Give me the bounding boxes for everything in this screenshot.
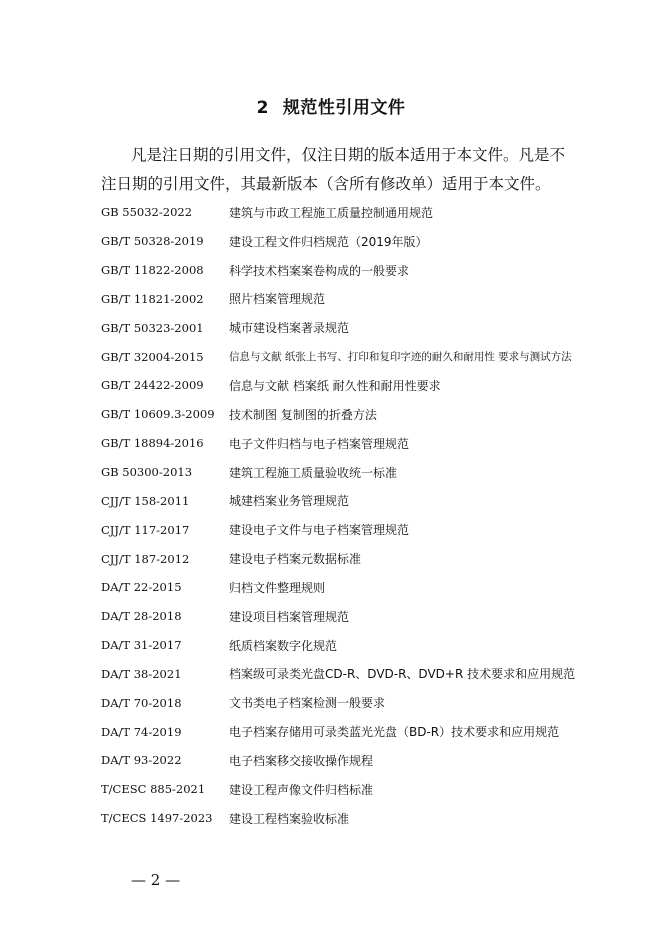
reference-item bbox=[101, 775, 641, 804]
reference-title: 照片档案管理规范 bbox=[229, 292, 326, 307]
reference-code: DA/T 28-2018 bbox=[101, 609, 182, 624]
intro-paragraph-line-2: 注日期的引用文件，其最新版本（含所有修改单）适用于本文件。 bbox=[101, 175, 551, 193]
reference-code: GB/T 11821-2002 bbox=[101, 291, 204, 306]
reference-item bbox=[101, 746, 641, 775]
reference-title: 信息与文献 档案纸 耐久性和耐用性要求 bbox=[229, 378, 441, 393]
reference-title: 建设电子档案元数据标准 bbox=[229, 552, 362, 567]
reference-title: 建设项目档案管理规范 bbox=[229, 609, 350, 624]
reference-list bbox=[101, 198, 641, 833]
reference-item bbox=[101, 688, 641, 717]
reference-code: DA/T 74-2019 bbox=[101, 724, 182, 739]
reference-code: GB/T 24422-2009 bbox=[101, 378, 204, 393]
reference-title: 城建档案业务管理规范 bbox=[229, 494, 350, 509]
reference-item bbox=[101, 631, 641, 660]
reference-code: CJJ/T 187-2012 bbox=[101, 551, 190, 566]
section-title: 规范性引用文件 bbox=[282, 98, 406, 118]
reference-item bbox=[101, 285, 641, 314]
reference-item bbox=[101, 486, 641, 515]
reference-title: 建设电子文件与电子档案管理规范 bbox=[229, 523, 410, 538]
reference-code: DA/T 22-2015 bbox=[101, 580, 182, 595]
reference-item bbox=[101, 804, 641, 833]
reference-code: GB/T 50328-2019 bbox=[101, 234, 204, 249]
reference-item bbox=[101, 313, 641, 342]
reference-code: DA/T 31-2017 bbox=[101, 638, 182, 653]
reference-title: 信息与文献 纸张上书写、打印和复印字迹的耐久和耐用性 要求与测试方法 bbox=[229, 351, 572, 364]
reference-code: GB/T 32004-2015 bbox=[101, 349, 204, 364]
reference-title: 建筑与市政工程施工质量控制通用规范 bbox=[229, 205, 434, 220]
reference-item bbox=[101, 256, 641, 285]
reference-code: T/CECS 1497-2023 bbox=[101, 811, 213, 826]
reference-title: 电子文件归档与电子档案管理规范 bbox=[229, 436, 410, 451]
section-heading bbox=[0, 93, 662, 118]
reference-title: 电子档案移交接收操作规程 bbox=[229, 753, 374, 768]
reference-item bbox=[101, 400, 641, 429]
section-number: 2 bbox=[256, 98, 269, 118]
intro-paragraph-line-1: 凡是注日期的引用文件，仅注日期的版本适用于本文件。凡是不 bbox=[131, 146, 566, 164]
page-number: — 2 — bbox=[131, 871, 181, 889]
reference-item bbox=[101, 458, 641, 487]
reference-code: DA/T 93-2022 bbox=[101, 753, 182, 768]
reference-code: GB 55032-2022 bbox=[101, 205, 193, 220]
reference-title: 建筑工程施工质量验收统一标准 bbox=[229, 465, 398, 480]
reference-title: 技术制图 复制图的折叠方法 bbox=[229, 407, 377, 422]
reference-code: GB 50300-2013 bbox=[101, 465, 193, 480]
reference-title: 城市建设档案著录规范 bbox=[229, 321, 350, 336]
reference-item bbox=[101, 429, 641, 458]
reference-title: 科学技术档案案卷构成的一般要求 bbox=[229, 263, 410, 278]
reference-title: 档案级可录类光盘CD-R、DVD-R、DVD+R 技术要求和应用规范 bbox=[229, 667, 576, 682]
reference-code: GB/T 10609.3-2009 bbox=[101, 407, 215, 422]
reference-code: DA/T 70-2018 bbox=[101, 695, 182, 710]
reference-item bbox=[101, 515, 641, 544]
reference-code: GB/T 18894-2016 bbox=[101, 436, 204, 451]
reference-item bbox=[101, 602, 641, 631]
reference-code: CJJ/T 117-2017 bbox=[101, 522, 190, 537]
reference-item bbox=[101, 544, 641, 573]
reference-code: CJJ/T 158-2011 bbox=[101, 493, 190, 508]
reference-item bbox=[101, 660, 641, 689]
reference-title: 电子档案存储用可录类蓝光光盘（BD-R）技术要求和应用规范 bbox=[229, 725, 560, 740]
reference-title: 纸质档案数字化规范 bbox=[229, 638, 338, 653]
reference-code: GB/T 11822-2008 bbox=[101, 263, 204, 278]
reference-title: 建设工程档案验收标准 bbox=[229, 811, 350, 826]
reference-item bbox=[101, 573, 641, 602]
reference-code: DA/T 38-2021 bbox=[101, 666, 182, 681]
reference-code: T/CESC 885-2021 bbox=[101, 782, 206, 797]
reference-title: 文书类电子档案检测一般要求 bbox=[229, 696, 386, 711]
reference-title: 建设工程文件归档规范（2019年版） bbox=[229, 234, 428, 249]
reference-item bbox=[101, 371, 641, 400]
reference-title: 归档文件整理规则 bbox=[229, 580, 326, 595]
reference-code: GB/T 50323-2001 bbox=[101, 320, 204, 335]
reference-item bbox=[101, 342, 641, 371]
reference-title: 建设工程声像文件归档标准 bbox=[229, 782, 374, 797]
reference-item bbox=[101, 227, 641, 256]
reference-item bbox=[101, 717, 641, 746]
reference-item bbox=[101, 198, 641, 227]
